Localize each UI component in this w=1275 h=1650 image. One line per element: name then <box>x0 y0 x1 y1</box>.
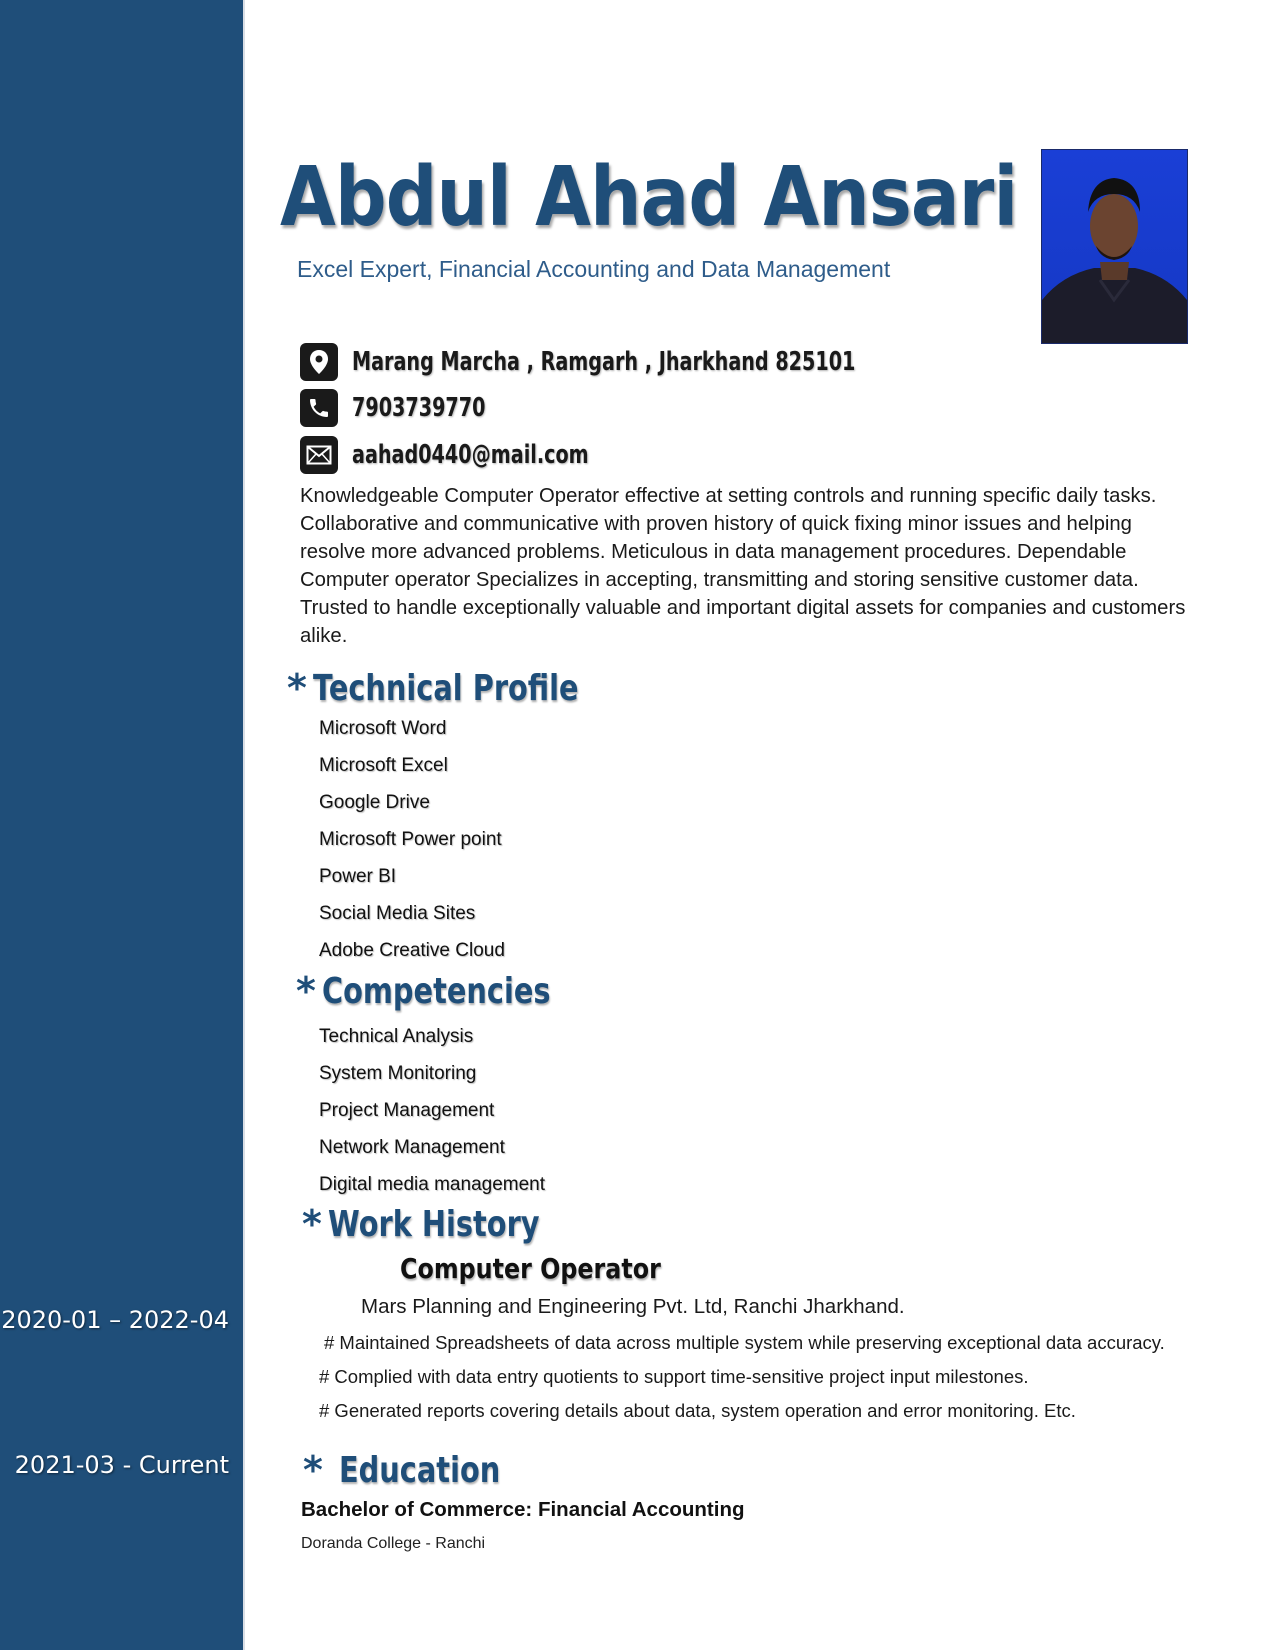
section-title: Work History <box>327 1203 540 1245</box>
section-title: Education <box>338 1449 501 1491</box>
job-title: Computer Operator <box>400 1252 661 1285</box>
section-technical-profile <box>287 666 645 710</box>
location-pin-icon <box>300 343 338 381</box>
candidate-name: Abdul Ahad Ansari <box>280 150 1018 245</box>
section-title: Competencies <box>321 970 551 1012</box>
list-item: Microsoft Word <box>319 718 447 739</box>
list-item: Network Management <box>319 1137 505 1158</box>
list-item: Digital media management <box>319 1174 546 1195</box>
asterisk-icon: * <box>296 969 316 1013</box>
list-item: Technical Analysis <box>319 1026 474 1047</box>
section-work-history <box>302 1202 592 1246</box>
asterisk-icon: * <box>303 1448 323 1492</box>
list-item: Microsoft Excel <box>319 755 448 776</box>
contact-phone <box>300 389 515 427</box>
job-duty: # Generated reports covering details about data, system operation and error monitoring. Etc. <box>319 1400 1076 1421</box>
work-date-range: 2020-01 – 2022-04 <box>1 1306 229 1334</box>
list-item: Adobe Creative Cloud <box>319 940 505 961</box>
college: Doranda College - Ranchi <box>301 1535 486 1552</box>
competency-list <box>319 1018 545 1203</box>
list-item: Google Drive <box>319 792 430 813</box>
job-duty: # Complied with data entry quotients to support time-sensitive project input milestones. <box>319 1366 1029 1387</box>
section-title: Technical Profile <box>312 667 579 709</box>
email-text: aahad0440@mail.com <box>352 440 589 470</box>
asterisk-icon: * <box>287 666 307 710</box>
section-competencies <box>296 969 608 1013</box>
list-item: System Monitoring <box>319 1063 477 1084</box>
asterisk-icon: * <box>302 1202 322 1246</box>
contact-email <box>300 436 641 474</box>
envelope-icon <box>300 436 338 474</box>
candidate-subtitle: Excel Expert, Financial Accounting and Data Management <box>297 256 891 282</box>
phone-text: 7903739770 <box>352 393 486 423</box>
profile-photo <box>1041 149 1188 344</box>
contact-address <box>300 343 966 381</box>
phone-icon <box>300 389 338 427</box>
technical-skill-list <box>319 710 505 969</box>
address-text: Marang Marcha , Ramgarh , Jharkhand 825101 <box>352 347 856 377</box>
education-date-range: 2021-03 - Current <box>14 1451 229 1479</box>
professional-summary: Knowledgeable Computer Operator effective at setting controls and running specific daily tasks. Collaborative and communicative with proven history of quick fixing minor issues and helping resolve more advanced problems. Meticulous in data management procedures. Dependable Computer operator Specializes in accepting, transmitting and storing sensitive customer data. Trusted to handle exceptionally valuable and important digital assets for companies and customers alike. <box>300 485 1186 647</box>
degree: Bachelor of Commerce: Financial Accounting <box>301 1498 745 1521</box>
section-education <box>303 1448 540 1492</box>
list-item: Power BI <box>319 866 397 887</box>
list-item: Microsoft Power point <box>319 829 502 850</box>
employer: Mars Planning and Engineering Pvt. Ltd, Ranchi Jharkhand. <box>361 1295 905 1318</box>
list-item: Social Media Sites <box>319 903 476 924</box>
list-item: Project Management <box>319 1100 495 1121</box>
job-duty: # Maintained Spreadsheets of data across multiple system while preserving exceptional data accuracy. <box>324 1332 1165 1353</box>
sidebar <box>0 0 245 1650</box>
